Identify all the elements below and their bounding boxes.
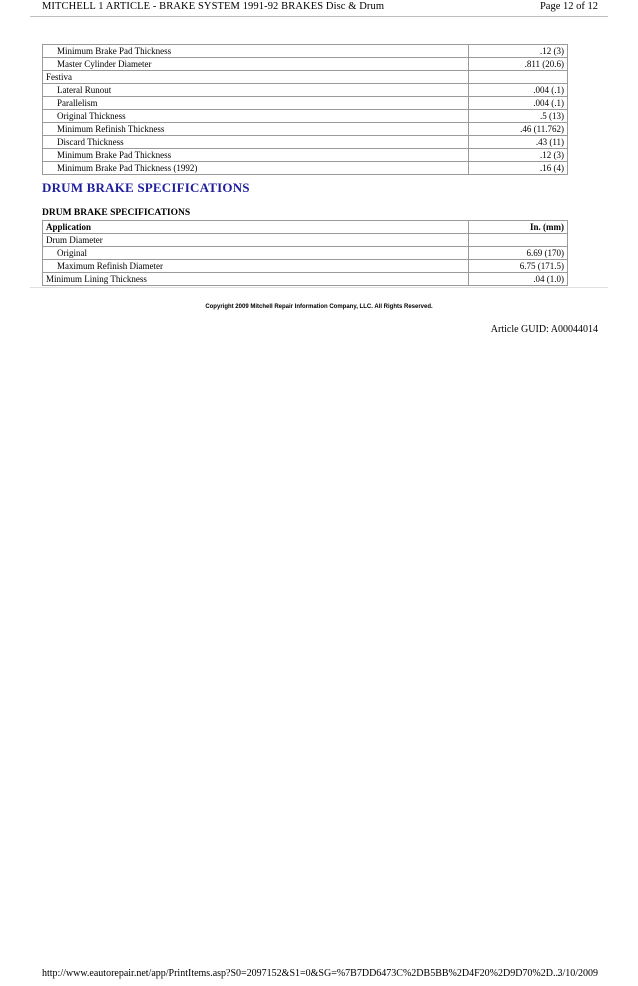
row-value: 6.75 (171.5) [469, 260, 568, 273]
header-divider [30, 16, 608, 17]
drum-table-body [43, 221, 568, 286]
copyright-notice: Copyright 2009 Mitchell Repair Information Company, LLC. All Rights Reserved. [205, 304, 433, 310]
row-value: 6.69 (170) [469, 247, 568, 260]
row-value: .811 (20.6) [469, 58, 568, 71]
table-caption: DRUM BRAKE SPECIFICATIONS [42, 208, 191, 218]
page-footer [0, 968, 638, 984]
row-label: Minimum Lining Thickness [43, 273, 469, 286]
table-header-row [43, 221, 568, 234]
row-value: .5 (13) [469, 110, 568, 123]
table-row [43, 162, 568, 175]
table-row [43, 84, 568, 97]
table-row [43, 149, 568, 162]
row-label: Original Thickness [43, 110, 469, 123]
row-value: .12 (3) [469, 149, 568, 162]
table-row [43, 234, 568, 247]
row-label: Original [43, 247, 469, 260]
row-value [469, 71, 568, 84]
row-value: .12 (3) [469, 45, 568, 58]
table-row [43, 97, 568, 110]
row-label: Minimum Brake Pad Thickness (1992) [43, 162, 469, 175]
row-value: .16 (4) [469, 162, 568, 175]
row-value: .004 (.1) [469, 84, 568, 97]
row-label: Minimum Refinish Thickness [43, 123, 469, 136]
table-row [43, 123, 568, 136]
table-row [43, 110, 568, 123]
row-value: .004 (.1) [469, 97, 568, 110]
row-value: .46 (11.762) [469, 123, 568, 136]
row-label: Maximum Refinish Diameter [43, 260, 469, 273]
table-row [43, 58, 568, 71]
row-label: Minimum Brake Pad Thickness [43, 45, 469, 58]
disc-brake-spec-table [42, 44, 568, 175]
document-title: MITCHELL 1 ARTICLE - BRAKE SYSTEM 1991-92 BRAKES Disc & Drum [42, 1, 385, 12]
row-label: Drum Diameter [43, 234, 469, 247]
disc-table-body [43, 45, 568, 175]
column-header-application: Application [43, 221, 469, 234]
footer-url: http://www.eautorepair.net/app/PrintItems.asp?S0=2097152&S1=0&SG=%7B7DD6473C%2DB5BB%2D4F20%2D9D70%2D... [42, 968, 561, 979]
table-row [43, 71, 568, 84]
table-row [43, 45, 568, 58]
row-label: Parallelism [43, 97, 469, 110]
page-number: Page 12 of 12 [539, 1, 598, 12]
row-label: Minimum Brake Pad Thickness [43, 149, 469, 162]
row-label: Lateral Runout [43, 84, 469, 97]
table-row [43, 260, 568, 273]
table-row [43, 247, 568, 260]
row-label: Master Cylinder Diameter [43, 58, 469, 71]
content-divider [30, 287, 608, 288]
row-label: Discard Thickness [43, 136, 469, 149]
column-header-value: In. (mm) [469, 221, 568, 234]
table-row [43, 136, 568, 149]
row-value: .04 (1.0) [469, 273, 568, 286]
table-row [43, 273, 568, 286]
drum-brake-spec-table [42, 220, 568, 286]
article-guid: Article GUID: A00044014 [490, 324, 598, 335]
row-value: .43 (11) [469, 136, 568, 149]
section-heading: DRUM BRAKE SPECIFICATIONS [42, 180, 250, 195]
row-value [469, 234, 568, 247]
footer-date: 3/10/2009 [557, 968, 598, 979]
row-label: Festiva [43, 71, 469, 84]
